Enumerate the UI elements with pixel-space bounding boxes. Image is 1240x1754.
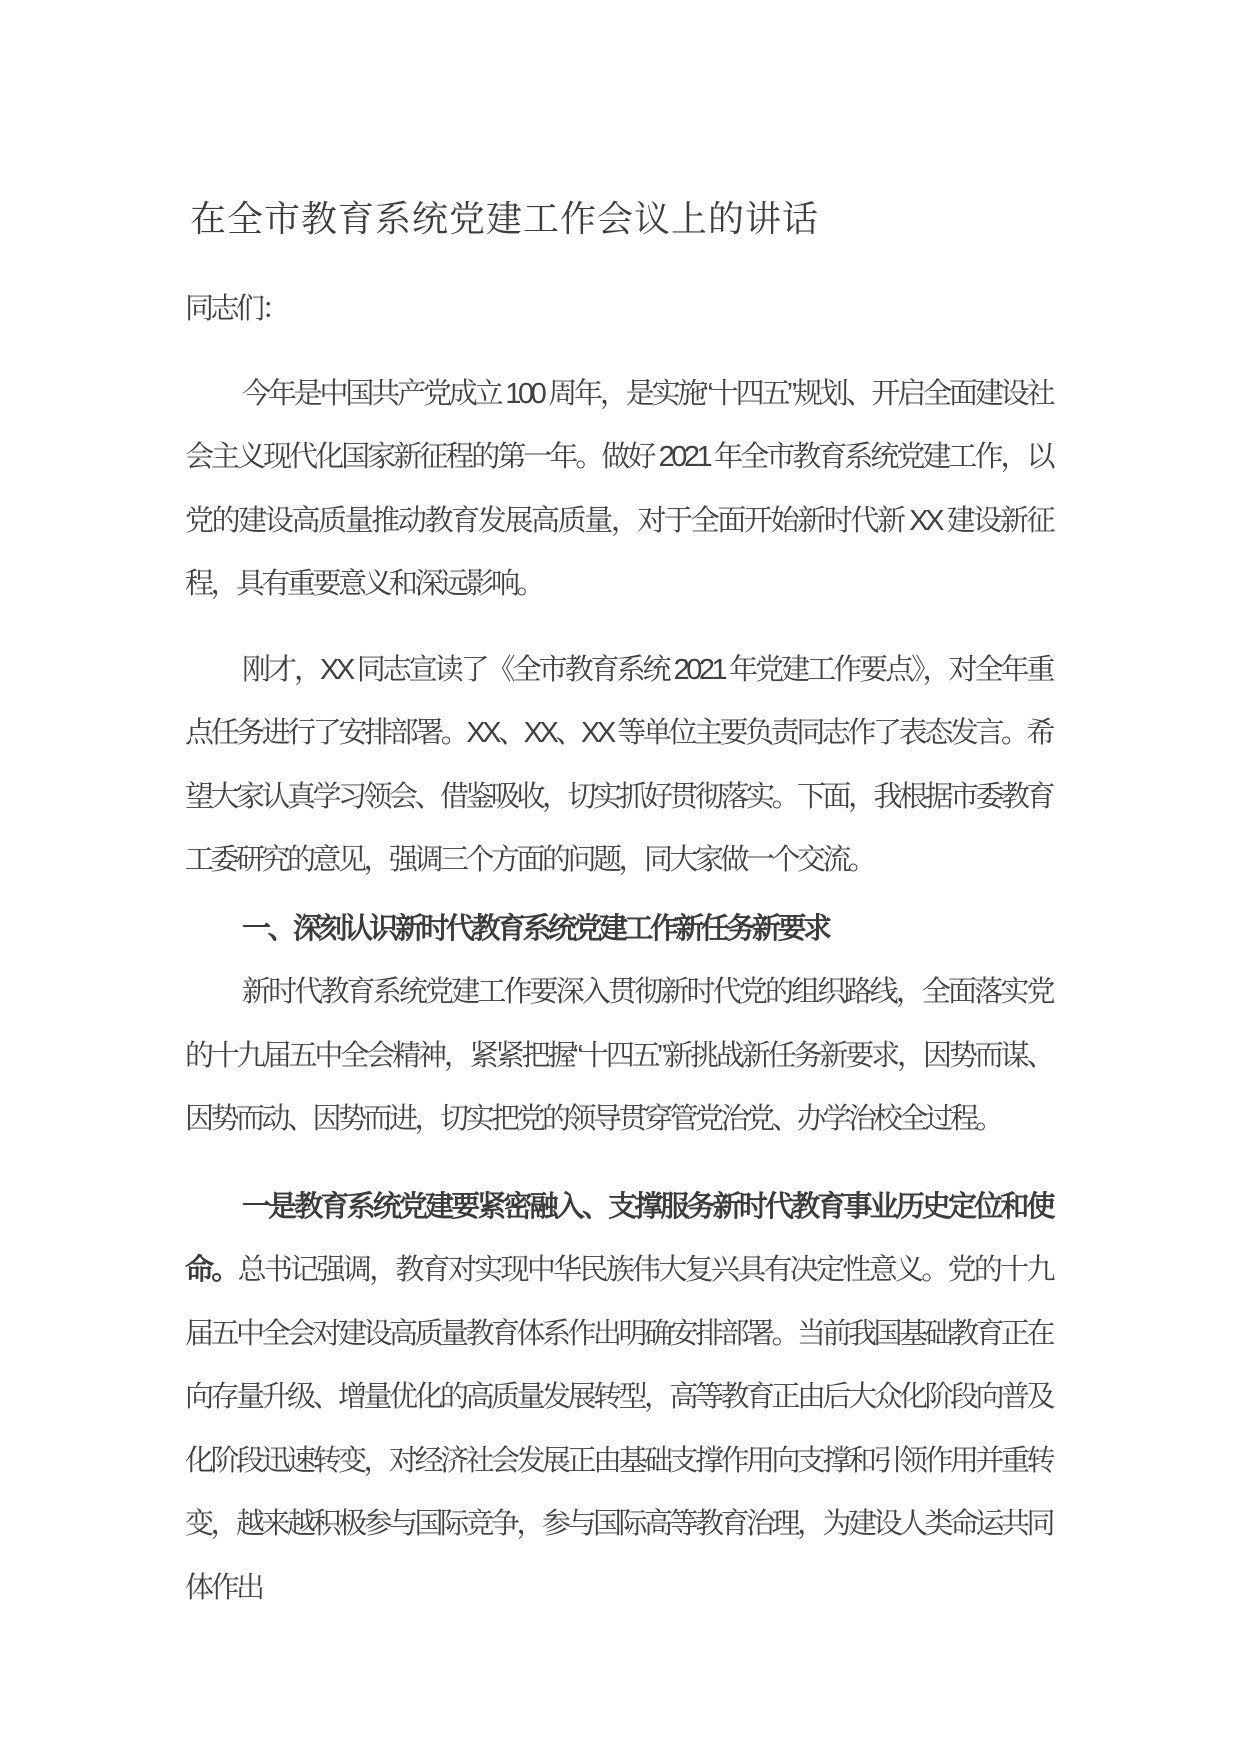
document-content (185, 0, 1052, 1620)
paragraph-section-one-intro: 新时代教育系统党建工作要深入贯彻新时代党的组织路线，全面落实党的十九届五中全会精神，紧紧把握“十四五”新挑战新任务新要求，因势而谋、因势而动、因势而进，切实把党的领导贯穿管党治党、办学治校全过程。 (185, 976, 1052, 1135)
salutation: 同志们： (185, 293, 288, 325)
paragraph-point-one (185, 1176, 1052, 1621)
paragraph-point-one-bold-lead: 一是教育系统党建要紧密融入、支撑服务新时代教育事业历史定位和使命。 (185, 1190, 1052, 1286)
document-title: 在全市教育系统党建工作会议上的讲话 (190, 198, 820, 239)
paragraph-opening: 今年是中国共产党成立 100 周年，是实施“十四五”规划、开启全面建设社会主义现代化国家新征程的第一年。做好 2021 年全市教育系统党建工作，以党的建设高质量推动教育发展高质量，对于全面开始新时代新 XX 建设新征程，具有重要意义和深远影响。 (185, 377, 1052, 600)
paragraph-point-one-body: 总书记强调，教育对实现中华民族伟大复兴具有决定性意义。党的十九届五中全会对建设高质量教育体系作出明确安排部署。当前我国基础教育正在向存量升级、增量优化的高质量发展转型，高等教育正由后大众化阶段向普及化阶段迅速转变，对经济社会发展正由基础支撑作用向支撑和引领作用并重转变，越来越积极参与国际竞争，参与国际高等教育治理，为建设人类命运共同体作出 (185, 1254, 1053, 1604)
section-heading-one: 一、深刻认识新时代教育系统党建工作新任务新要求 (242, 912, 829, 945)
paragraph-meeting-recap: 刚才，XX 同志宣读了《全市教育系统 2021 年党建工作要点》，对全年重点任务进行了安排部署。XX、XX、XX 等单位主要负责同志作了表态发言。希望大家认真学习领会、借鉴吸收，切实抓好贯彻落实。下面，我根据市委教育工委研究的意见，强调三个方面的问题，同大家做一个交流。 (185, 653, 1053, 876)
